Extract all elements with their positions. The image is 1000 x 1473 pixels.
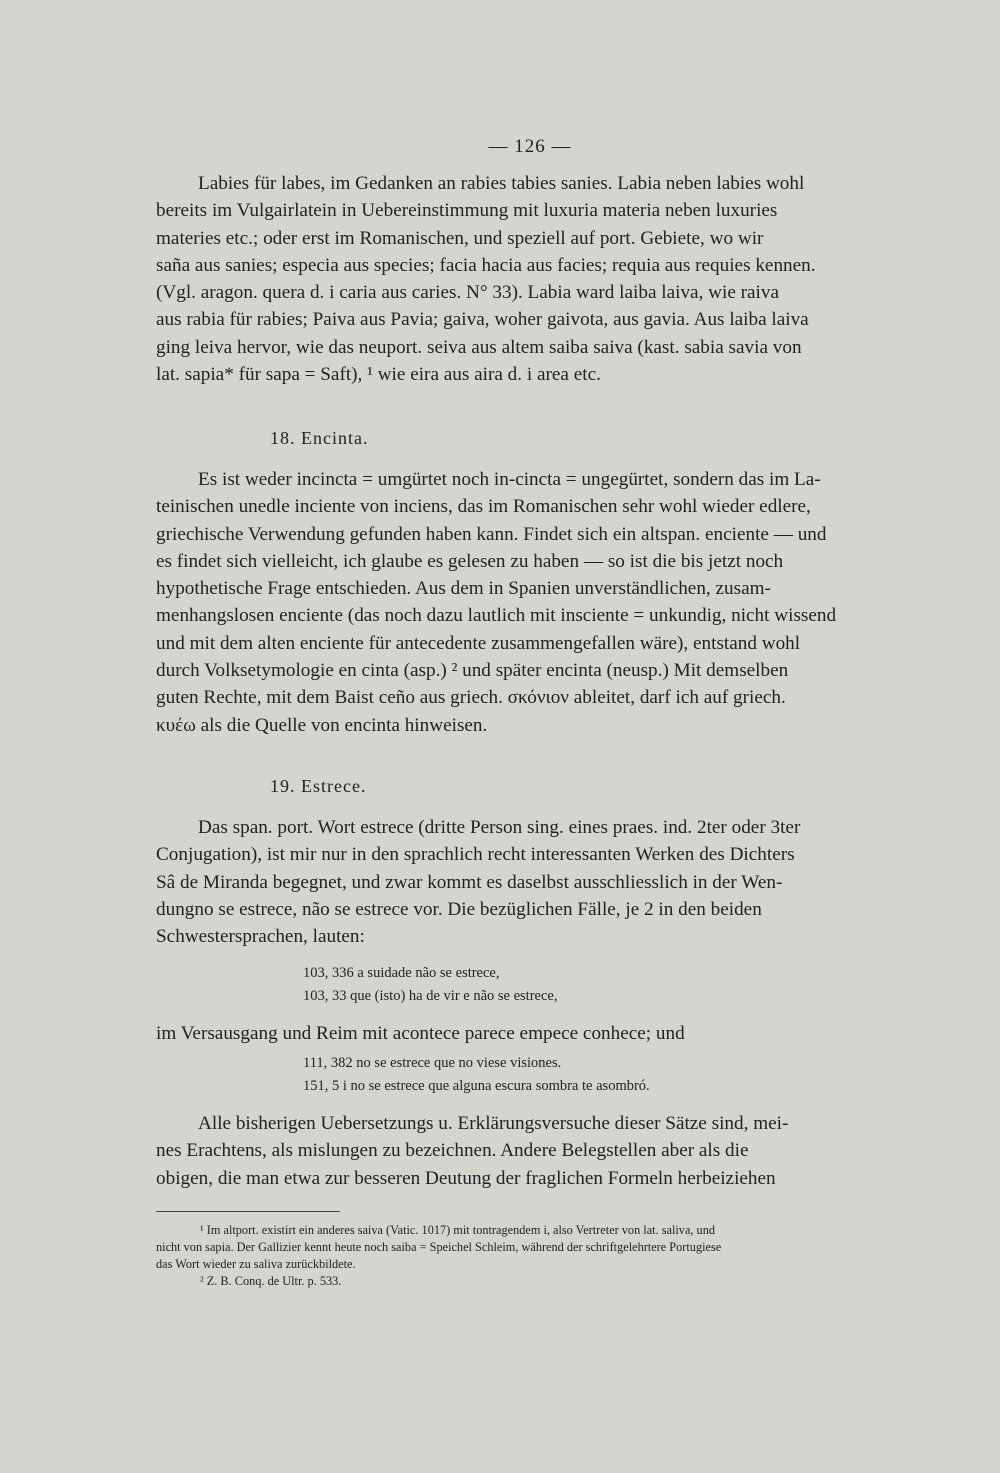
text-line: aus rabia für rabies; Paiva aus Pavia; gaiva, woher gaivota, aus gavia. Aus laiba laiva [156, 309, 809, 331]
paragraph-erklaerung [156, 1110, 908, 1192]
footnote-line: das Wort wieder zu saliva zurückbildete. [156, 1257, 356, 1271]
footnote-line: ² Z. B. Conq. de Ultr. p. 533. [200, 1274, 342, 1288]
text-line: (Vgl. aragon. quera d. i caria aus caries. N° 33). Labia ward laiba laiva, wie raiva [156, 282, 779, 304]
text-line: nes Erachtens, als mislungen zu bezeichnen. Andere Belegstellen aber als die [156, 1140, 749, 1162]
footnote-line: nicht von sapia. Der Gallizier kennt heute noch saiba = Speichel Schleim, während der schriftgelehrtere Portugiese [156, 1240, 722, 1254]
connecting-line [156, 1020, 908, 1047]
paragraph-encinta [156, 466, 908, 739]
verse-quote-2 [303, 1052, 650, 1098]
text-line: Alle bisherigen Uebersetzungs u. Erklärungsversuche dieser Sätze sind, mei- [198, 1113, 789, 1134]
text-line: hypothetische Frage entschieden. Aus dem in Spanien unverständlichen, zusam- [156, 578, 771, 600]
text-line: ging leiva hervor, wie das neuport. seiva aus altem saiba saiva (kast. sabia savia von [156, 336, 802, 358]
text-line: Labies für labes, im Gedanken an rabies tabies sanies. Labia neben labies wohl [198, 173, 805, 194]
verse-line: 103, 33 que (isto) ha de vir e não se estrece, [303, 988, 558, 1004]
text-line: bereits im Vulgairlatein in Uebereinstimmung mit luxuria materia neben luxuries [156, 200, 778, 222]
verse-line: 111, 382 no se estrece que no viese visiones. [303, 1055, 562, 1071]
text-line: lat. sapia* für sapa = Saft), ¹ wie eira aus aira d. i area etc. [156, 364, 601, 386]
text-line: im Versausgang und Reim mit acontece parece empece conhece; und [156, 1023, 685, 1044]
text-line: dungno se estrece, não se estrece vor. Die bezüglichen Fälle, je 2 in den beiden [156, 898, 762, 920]
text-line: materies etc.; oder erst im Romanischen, und speziell auf port. Gebiete, wo wir [156, 227, 764, 249]
text-line: menhangslosen enciente (das noch dazu lautlich mit insciente = unkundig, nicht wissend [156, 605, 837, 627]
text-line: saña aus sanies; especia aus species; facia hacia aus facies; requia aus requies kennen. [156, 254, 816, 276]
text-line: guten Rechte, mit dem Baist ceño aus griech. σκόνιον ableitet, darf ich auf griech. [156, 687, 786, 709]
paragraph-labies [156, 170, 908, 388]
text-line: Schwestersprachen, lauten: [156, 926, 365, 948]
text-line: Es ist weder incincta = umgürtet noch in-cincta = ungegürtet, sondern das im La- [198, 469, 821, 490]
text-line: Sâ de Miranda begegnet, und zwar kommt es daselbst ausschliesslich in der Wen- [156, 871, 783, 893]
footnote-line: ¹ Im altport. existirt ein anderes saiva (Vatic. 1017) mit tontragendem i, also Vertreter von lat. saliva, und [200, 1223, 716, 1237]
text-line: es findet sich vielleicht, ich glaube es gelesen zu haben — so ist die bis jetzt noch [156, 550, 784, 572]
text-line: griechische Verwendung gefunden haben kann. Findet sich ein altspan. enciente — und [156, 523, 827, 545]
text-line: durch Volksetymologie en cinta (asp.) ² und später encinta (neusp.) Mit demselben [156, 660, 789, 682]
footnotes [156, 1222, 908, 1290]
text-line: κυέω als die Quelle von encinta hinweisen. [156, 714, 488, 736]
footnote-divider [156, 1211, 340, 1212]
section-heading-18: 18. Encinta. [270, 428, 369, 448]
verse-line: 103, 336 a suidade não se estrece, [303, 965, 500, 981]
section-heading-19: 19. Estrece. [270, 776, 367, 796]
verse-quote-1 [303, 962, 557, 1008]
text-line: obigen, die man etwa zur besseren Deutung der fraglichen Formeln herbeiziehen [156, 1167, 776, 1189]
verse-line: 151, 5 i no se estrece que alguna escura sombra te asombró. [303, 1078, 650, 1094]
text-line: Conjugation), ist mir nur in den sprachlich recht interessanten Werken des Dichters [156, 844, 795, 866]
paragraph-estrece [156, 814, 908, 950]
text-line: teinischen unedle inciente von inciens, das im Romanischen sehr wohl wieder edlere, [156, 496, 811, 518]
text-line: und mit dem alten enciente für antecedente zusammengefallen wäre), entstand wohl [156, 632, 801, 654]
page-number: — 126 — [488, 136, 572, 157]
text-line: Das span. port. Wort estrece (dritte Person sing. eines praes. ind. 2ter oder 3ter [198, 817, 801, 838]
